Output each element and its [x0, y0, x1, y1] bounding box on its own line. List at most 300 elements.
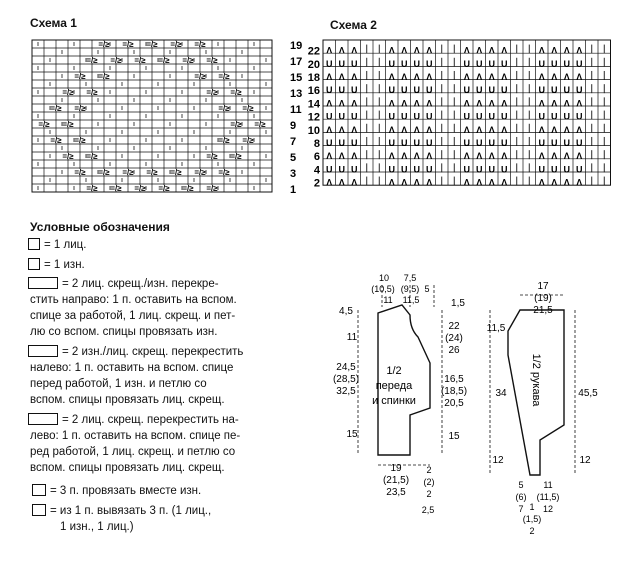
scheme2-decrease-symbol: U — [563, 137, 570, 148]
scheme2-decrease-symbol: U — [338, 85, 345, 96]
dim-right-armhole: 22 — [448, 321, 460, 332]
scheme2-decrease-symbol: U — [388, 85, 395, 96]
dim-bottom-width: 19 — [390, 463, 402, 474]
dim-left-bottom: 15 — [346, 429, 358, 440]
dim-sleeve-top: 17 — [537, 281, 549, 292]
scheme2-decrease-symbol: U — [351, 164, 358, 175]
scheme2-decrease-symbol: Λ — [551, 151, 558, 162]
scheme1-cross-symbol: =/≥ — [158, 56, 170, 65]
scheme1-cross-symbol: =/≥ — [194, 72, 206, 81]
scheme2-decrease-symbol: U — [488, 137, 495, 148]
scheme2-decrease-symbol: Λ — [501, 177, 508, 188]
pattern-drawing — [330, 265, 640, 564]
dim-sleeve-right: 45,5 — [578, 388, 598, 399]
scheme2-decrease-symbol: Λ — [538, 151, 545, 162]
scheme2-decrease-symbol: Λ — [401, 45, 408, 56]
scheme2-row-number: 22 — [307, 45, 320, 58]
legend-text: 1 изн., 1 лиц.) — [60, 521, 134, 533]
scheme1-cross-symbol: =/≥ — [110, 184, 122, 193]
scheme1-cross-symbol: =/≥ — [254, 120, 266, 129]
scheme2-decrease-symbol: U — [338, 164, 345, 175]
scheme2-decrease-symbol: Λ — [576, 124, 583, 135]
scheme2-decrease-symbol: Λ — [326, 98, 333, 109]
scheme2-decrease-symbol: U — [463, 58, 470, 69]
dim-top-left: 10 — [378, 273, 390, 283]
scheme2-decrease-symbol: Λ — [563, 177, 570, 188]
scheme1-row-number: 9 — [290, 120, 297, 132]
scheme2-decrease-symbol: Λ — [463, 124, 470, 135]
scheme1-row-number: 19 — [290, 40, 303, 52]
dim-bottom-small: 2,5 — [421, 505, 435, 515]
scheme1-cross-symbol: =/≥ — [86, 56, 98, 65]
scheme2-decrease-symbol: Λ — [538, 177, 545, 188]
scheme2-decrease-symbol: Λ — [351, 98, 358, 109]
scheme2-row-number: 2 — [313, 177, 320, 190]
scheme2-decrease-symbol: U — [326, 111, 333, 122]
scheme2-decrease-symbol: Λ — [576, 177, 583, 188]
dim-sleeve-bottom: (1,5) — [522, 514, 542, 524]
dim-bottom-small: (2) — [423, 477, 435, 487]
legend-text: спице за работой, 1 лиц. скрещ. и пет- — [30, 310, 236, 322]
scheme2-decrease-symbol: Λ — [501, 124, 508, 135]
scheme2-decrease-symbol: U — [538, 85, 545, 96]
scheme2-decrease-symbol: Λ — [388, 45, 395, 56]
scheme2-decrease-symbol: U — [551, 85, 558, 96]
scheme2-decrease-symbol: Λ — [351, 177, 358, 188]
dim-bottom-small: 2 — [426, 489, 432, 499]
scheme2-decrease-symbol: Λ — [551, 71, 558, 82]
scheme1-cross-symbol: =/≥ — [62, 152, 74, 161]
scheme1-row-number: 11 — [290, 104, 302, 116]
scheme2-row-number: 12 — [307, 111, 320, 124]
scheme2-decrease-symbol: Λ — [326, 151, 333, 162]
scheme1-cross-symbol: =/≥ — [194, 40, 206, 49]
scheme1-cross-symbol: =/≥ — [86, 152, 98, 161]
dim-right-top: 1,5 — [451, 298, 465, 309]
body-label: 1/2 — [386, 365, 402, 377]
scheme1-cross-symbol: =/≥ — [218, 136, 230, 145]
scheme1-cross-symbol: =/≥ — [230, 88, 242, 97]
scheme1-cross-symbol: =/≥ — [230, 120, 242, 129]
scheme2-decrease-symbol: Λ — [351, 45, 358, 56]
scheme2-row-number: 10 — [307, 124, 320, 137]
scheme1-cross-symbol: =/≥ — [146, 40, 158, 49]
scheme2-decrease-symbol: U — [388, 164, 395, 175]
scheme2-decrease-symbol: Λ — [413, 124, 420, 135]
dim-sleeve-bottom: 11 — [543, 480, 553, 490]
scheme2-decrease-symbol: U — [388, 58, 395, 69]
scheme2-decrease-symbol: Λ — [401, 177, 408, 188]
scheme2-decrease-symbol: U — [501, 111, 508, 122]
scheme2-decrease-symbol: Λ — [426, 124, 433, 135]
scheme1-cross-symbol: =/≥ — [194, 168, 206, 177]
dim-sleeve-bottom: 5 — [518, 480, 524, 490]
scheme2-row-number: 6 — [313, 151, 320, 164]
scheme1-cross-symbol: =/≥ — [170, 168, 182, 177]
scheme1-chart — [30, 38, 310, 198]
scheme2-decrease-symbol: U — [563, 111, 570, 122]
scheme1-cross-symbol: =/≥ — [74, 168, 86, 177]
scheme2-decrease-symbol: Λ — [426, 45, 433, 56]
legend-text: = 2 изн./лиц. скрещ. перекрестить — [62, 346, 244, 358]
scheme2-decrease-symbol: Λ — [551, 124, 558, 135]
scheme2-row-number: 8 — [313, 137, 320, 150]
scheme2-decrease-symbol: Λ — [501, 45, 508, 56]
legend-text: налево: 1 п. оставить на вспом. спице — [30, 362, 234, 374]
scheme2-decrease-symbol: U — [426, 58, 433, 69]
dim-right-bottom: 15 — [448, 431, 460, 442]
scheme2-decrease-symbol: Λ — [388, 71, 395, 82]
scheme2-decrease-symbol: U — [426, 111, 433, 122]
scheme2-decrease-symbol: U — [401, 111, 408, 122]
scheme2-decrease-symbol: Λ — [413, 71, 420, 82]
scheme2-decrease-symbol: U — [388, 111, 395, 122]
legend-text: = 3 п. провязать вместе изн. — [50, 485, 202, 497]
legend-text: лево: 1 п. оставить на вспом. спице пе- — [30, 430, 241, 442]
legend-symbol-box-icon — [28, 258, 40, 270]
dim-sleeve-top: 21,5 — [533, 305, 553, 316]
scheme1-cross-symbol: =/≥ — [98, 72, 110, 81]
scheme2-decrease-symbol: Λ — [426, 98, 433, 109]
scheme2-decrease-symbol: Λ — [488, 177, 495, 188]
scheme2-decrease-symbol: Λ — [488, 98, 495, 109]
scheme2-decrease-symbol: Λ — [563, 45, 570, 56]
scheme2-decrease-symbol: Λ — [488, 71, 495, 82]
scheme2-decrease-symbol: Λ — [401, 151, 408, 162]
scheme1-cross-symbol: =/≥ — [74, 72, 86, 81]
scheme1-cross-symbol: =/≥ — [170, 40, 182, 49]
scheme2-decrease-symbol: Λ — [576, 98, 583, 109]
dim-right-armhole: (24) — [445, 333, 463, 344]
legend-text: вспом. спицы провязать лиц. скрещ. — [30, 462, 225, 474]
scheme2-decrease-symbol: Λ — [538, 45, 545, 56]
scheme2-decrease-symbol: Λ — [413, 98, 420, 109]
scheme2-decrease-symbol: Λ — [576, 71, 583, 82]
scheme2-decrease-symbol: Λ — [463, 98, 470, 109]
scheme1-cross-symbol: =/≥ — [98, 168, 110, 177]
legend-text: ред работой, 1 лиц. скрещ. и петлю со — [30, 446, 236, 458]
scheme1-cross-symbol: =/≥ — [62, 120, 74, 129]
dim-top-mid: 7,5 — [403, 273, 417, 283]
scheme2-decrease-symbol: U — [413, 164, 420, 175]
scheme2-decrease-symbol: Λ — [413, 151, 420, 162]
scheme2-decrease-symbol: U — [538, 111, 545, 122]
dim-sleeve-left-top: 11,5 — [486, 323, 506, 334]
legend-text: = 1 изн. — [44, 259, 85, 271]
scheme1-cross-symbol: =/≥ — [146, 168, 158, 177]
scheme2-decrease-symbol: Λ — [501, 71, 508, 82]
scheme2-decrease-symbol: Λ — [326, 177, 333, 188]
scheme2-decrease-symbol: U — [426, 85, 433, 96]
scheme2-decrease-symbol: U — [401, 164, 408, 175]
scheme2-decrease-symbol: U — [538, 137, 545, 148]
scheme2-decrease-symbol: U — [351, 111, 358, 122]
scheme2-decrease-symbol: Λ — [476, 71, 483, 82]
scheme1-row-number: 15 — [290, 72, 303, 84]
scheme2-decrease-symbol: Λ — [338, 177, 345, 188]
scheme1-cross-symbol: =/≥ — [122, 168, 134, 177]
dim-top-mid: (9,5) — [400, 284, 420, 294]
scheme1-cross-symbol: =/≥ — [230, 152, 242, 161]
scheme2-decrease-symbol: Λ — [488, 151, 495, 162]
scheme2-decrease-symbol: Λ — [401, 124, 408, 135]
legend-symbol-cross3-icon — [28, 413, 58, 425]
scheme1-row-number: 13 — [290, 88, 303, 100]
legend-symbol-cross1-icon — [28, 277, 58, 289]
scheme1-cross-symbol: =/≥ — [206, 56, 218, 65]
dim-sleeve-bottom: 12 — [542, 504, 554, 514]
scheme2-decrease-symbol: U — [563, 85, 570, 96]
scheme1-row-number: 7 — [290, 136, 297, 148]
scheme2-decrease-symbol: Λ — [476, 124, 483, 135]
scheme2-decrease-symbol: U — [326, 58, 333, 69]
scheme2-decrease-symbol: U — [576, 58, 583, 69]
scheme1-cross-symbol: =/≥ — [218, 168, 230, 177]
scheme2-decrease-symbol: U — [576, 85, 583, 96]
scheme2-decrease-symbol: U — [463, 111, 470, 122]
body-label: переда — [375, 380, 413, 392]
scheme2-decrease-symbol: Λ — [401, 98, 408, 109]
scheme2-decrease-symbol: Λ — [501, 151, 508, 162]
scheme2-decrease-symbol: U — [501, 58, 508, 69]
scheme1-cross-symbol: =/≥ — [182, 56, 194, 65]
scheme2-decrease-symbol: Λ — [326, 124, 333, 135]
legend-text: = 2 лиц. скрещ. перекрестить на- — [62, 414, 239, 426]
scheme2-decrease-symbol: Λ — [488, 45, 495, 56]
scheme2-decrease-symbol: U — [501, 164, 508, 175]
dim-top-left: (10,5) — [371, 284, 395, 294]
scheme2-decrease-symbol: U — [338, 111, 345, 122]
scheme2-decrease-symbol: Λ — [563, 98, 570, 109]
scheme2-decrease-symbol: U — [388, 137, 395, 148]
scheme2-decrease-symbol: U — [476, 137, 483, 148]
scheme2-decrease-symbol: U — [476, 111, 483, 122]
scheme2-decrease-symbol: U — [563, 164, 570, 175]
scheme2-decrease-symbol: U — [463, 137, 470, 148]
scheme2-decrease-symbol: Λ — [538, 71, 545, 82]
scheme2-decrease-symbol: Λ — [351, 124, 358, 135]
scheme1-cross-symbol: =/≥ — [62, 88, 74, 97]
scheme2-decrease-symbol: U — [338, 58, 345, 69]
dim-left-body: 32,5 — [336, 386, 356, 397]
scheme2-decrease-symbol: Λ — [576, 45, 583, 56]
scheme2-decrease-symbol: U — [401, 58, 408, 69]
scheme2-decrease-symbol: Λ — [563, 151, 570, 162]
dim-sleeve-bottom: (11,5) — [536, 492, 560, 502]
scheme1-cross-symbol: =/≥ — [218, 104, 230, 113]
legend-symbol-cross2-icon — [28, 345, 58, 357]
scheme2-decrease-symbol: U — [488, 58, 495, 69]
scheme1-cross-symbol: =/≥ — [134, 56, 146, 65]
scheme2-decrease-symbol: Λ — [326, 71, 333, 82]
dim-top-right: 5 — [424, 284, 430, 294]
scheme2-decrease-symbol: Λ — [338, 71, 345, 82]
scheme2-decrease-symbol: U — [501, 85, 508, 96]
scheme1-cross-symbol: =/≥ — [50, 104, 62, 113]
dim-sleeve-top: (19) — [534, 293, 552, 304]
scheme2-decrease-symbol: Λ — [326, 45, 333, 56]
scheme1-cross-symbol: =/≥ — [134, 184, 146, 193]
scheme2-decrease-symbol: U — [463, 164, 470, 175]
scheme1-cross-symbol: =/≥ — [122, 40, 134, 49]
scheme2-decrease-symbol: Λ — [463, 151, 470, 162]
scheme2-decrease-symbol: U — [576, 137, 583, 148]
scheme2-decrease-symbol: U — [426, 164, 433, 175]
dim-sleeve-right-bottom: 12 — [579, 455, 591, 466]
scheme1-cross-symbol: =/≥ — [50, 136, 62, 145]
scheme1-cross-symbol: =/≥ — [218, 72, 230, 81]
dim-left-armhole: 11 — [346, 332, 358, 343]
scheme2-decrease-symbol: U — [326, 85, 333, 96]
scheme1-row-number: 5 — [290, 152, 297, 164]
scheme2-decrease-symbol: Λ — [538, 98, 545, 109]
scheme2-decrease-symbol: Λ — [338, 45, 345, 56]
scheme1-row-number: 17 — [290, 56, 303, 68]
legend-text: = 2 лиц. скрещ./изн. перекре- — [62, 278, 219, 290]
scheme1-cross-symbol: =/≥ — [158, 184, 170, 193]
scheme2-decrease-symbol: U — [351, 85, 358, 96]
dim-right-mid: 20,5 — [444, 398, 464, 409]
scheme1-cross-symbol: =/≥ — [86, 88, 98, 97]
scheme1-cross-symbol: =/≥ — [206, 88, 218, 97]
scheme2-decrease-symbol: Λ — [538, 124, 545, 135]
scheme2-decrease-symbol: Λ — [426, 151, 433, 162]
scheme2-decrease-symbol: U — [551, 164, 558, 175]
scheme2-decrease-symbol: U — [476, 58, 483, 69]
dim-sleeve-bottom: 7 — [518, 504, 524, 514]
dim-sleeve-bottom: (6) — [515, 492, 527, 502]
scheme2-decrease-symbol: U — [551, 137, 558, 148]
dim-left-body: 24,5 — [336, 362, 356, 373]
scheme2-decrease-symbol: U — [488, 111, 495, 122]
dim-bottom-small: 2 — [426, 465, 432, 475]
dim-left-body: (28,5) — [332, 374, 360, 385]
scheme2-decrease-symbol: U — [413, 111, 420, 122]
scheme2-row-number: 20 — [307, 58, 320, 71]
scheme2-row-number: 16 — [307, 85, 320, 98]
scheme2-decrease-symbol: Λ — [463, 177, 470, 188]
legend-symbol-v-icon — [32, 504, 46, 516]
scheme1-cross-symbol: =/≥ — [74, 136, 86, 145]
scheme2-decrease-symbol: Λ — [463, 45, 470, 56]
scheme2-decrease-symbol: Λ — [576, 151, 583, 162]
scheme2-decrease-symbol: U — [476, 164, 483, 175]
scheme2-decrease-symbol: U — [538, 58, 545, 69]
scheme1-cross-symbol: =/≥ — [110, 56, 122, 65]
legend-text: стить направо: 1 п. оставить на вспом. — [30, 294, 237, 306]
dim-top-mid: 11,5 — [402, 295, 420, 305]
legend-text: лю со вспом. спицы провязать изн. — [30, 326, 218, 338]
scheme2-decrease-symbol: Λ — [476, 98, 483, 109]
scheme2-decrease-symbol: U — [501, 137, 508, 148]
dim-bottom-width: (21,5) — [382, 475, 410, 486]
scheme2-decrease-symbol: U — [326, 137, 333, 148]
scheme2-decrease-symbol: Λ — [388, 98, 395, 109]
legend-heading: Условные обозначения — [30, 220, 170, 234]
legend-text: = 1 лиц. — [44, 239, 87, 251]
dim-sleeve-left-mid: 34 — [495, 388, 507, 399]
scheme2-decrease-symbol: U — [401, 137, 408, 148]
scheme2-decrease-symbol: U — [401, 85, 408, 96]
scheme2-decrease-symbol: U — [426, 137, 433, 148]
dim-right-mid: 16,5 — [444, 374, 464, 385]
legend-text: = из 1 п. вывязать 3 п. (1 лиц., — [50, 505, 212, 517]
scheme2-decrease-symbol: Λ — [338, 151, 345, 162]
scheme2-decrease-symbol: Λ — [476, 177, 483, 188]
scheme1-cross-symbol: =/≥ — [182, 184, 194, 193]
scheme2-decrease-symbol: Λ — [338, 98, 345, 109]
dim-top-left: 11 — [383, 295, 393, 305]
scheme2-decrease-symbol: U — [413, 58, 420, 69]
dim-right-armhole: 26 — [448, 345, 460, 356]
scheme2-decrease-symbol: U — [576, 164, 583, 175]
scheme2-decrease-symbol: U — [551, 58, 558, 69]
scheme2-decrease-symbol: Λ — [351, 151, 358, 162]
scheme2-decrease-symbol: U — [326, 164, 333, 175]
scheme1-cross-symbol: =/≥ — [86, 184, 98, 193]
scheme2-decrease-symbol: Λ — [413, 177, 420, 188]
legend-symbol-box-icon — [28, 238, 40, 250]
legend-text: вспом. спицы провязать лиц. скрещ. — [30, 394, 225, 406]
legend-symbol-tri-icon — [32, 484, 46, 496]
scheme2-decrease-symbol: Λ — [551, 98, 558, 109]
scheme2-decrease-symbol: U — [463, 85, 470, 96]
scheme2-decrease-symbol: Λ — [338, 124, 345, 135]
scheme2-decrease-symbol: Λ — [351, 71, 358, 82]
scheme2-decrease-symbol: U — [476, 85, 483, 96]
scheme1-title: Схема 1 — [30, 16, 77, 30]
scheme2-decrease-symbol: U — [413, 85, 420, 96]
scheme2-decrease-symbol: U — [563, 58, 570, 69]
scheme2-decrease-symbol: Λ — [388, 124, 395, 135]
dim-right-mid: (18,5) — [440, 386, 468, 397]
dim-bottom-width: 23,5 — [386, 487, 406, 498]
scheme2-decrease-symbol: Λ — [551, 177, 558, 188]
scheme2-decrease-symbol: Λ — [401, 71, 408, 82]
dim-sleeve-bottom: 1 — [529, 502, 535, 512]
scheme2-decrease-symbol: Λ — [388, 151, 395, 162]
scheme2-title: Схема 2 — [330, 18, 377, 32]
scheme1-cross-symbol: =/≥ — [242, 104, 254, 113]
scheme2-decrease-symbol: Λ — [563, 71, 570, 82]
legend-text: перед работой, 1 изн. и петлю со — [30, 378, 207, 390]
scheme2-decrease-symbol: U — [351, 58, 358, 69]
scheme2-decrease-symbol: Λ — [551, 45, 558, 56]
scheme1-row-number: 1 — [290, 184, 297, 196]
scheme2-row-number: 18 — [307, 71, 320, 84]
scheme2-decrease-symbol: U — [488, 164, 495, 175]
scheme2-decrease-symbol: Λ — [476, 45, 483, 56]
scheme2-decrease-symbol: Λ — [563, 124, 570, 135]
scheme2-row-number: 14 — [307, 98, 320, 111]
scheme1-cross-symbol: =/≥ — [38, 120, 50, 129]
scheme2-decrease-symbol: U — [351, 137, 358, 148]
scheme2-row-number: 4 — [313, 164, 320, 177]
scheme1-cross-symbol: =/≥ — [242, 136, 254, 145]
scheme2-decrease-symbol: Λ — [476, 151, 483, 162]
scheme2-decrease-symbol: Λ — [426, 71, 433, 82]
sleeve-label: 1/2 рукава — [530, 353, 542, 407]
scheme1-cross-symbol: =/≥ — [206, 184, 218, 193]
scheme2-decrease-symbol: Λ — [463, 71, 470, 82]
dim-sleeve-bottom: 2 — [529, 526, 535, 536]
scheme2-decrease-symbol: Λ — [501, 98, 508, 109]
dim-sleeve-left-bottom: 12 — [492, 455, 504, 466]
scheme2-decrease-symbol: Λ — [388, 177, 395, 188]
scheme2-decrease-symbol: U — [538, 164, 545, 175]
scheme2-chart — [303, 38, 638, 198]
dim-left-shoulder: 4,5 — [339, 306, 353, 317]
